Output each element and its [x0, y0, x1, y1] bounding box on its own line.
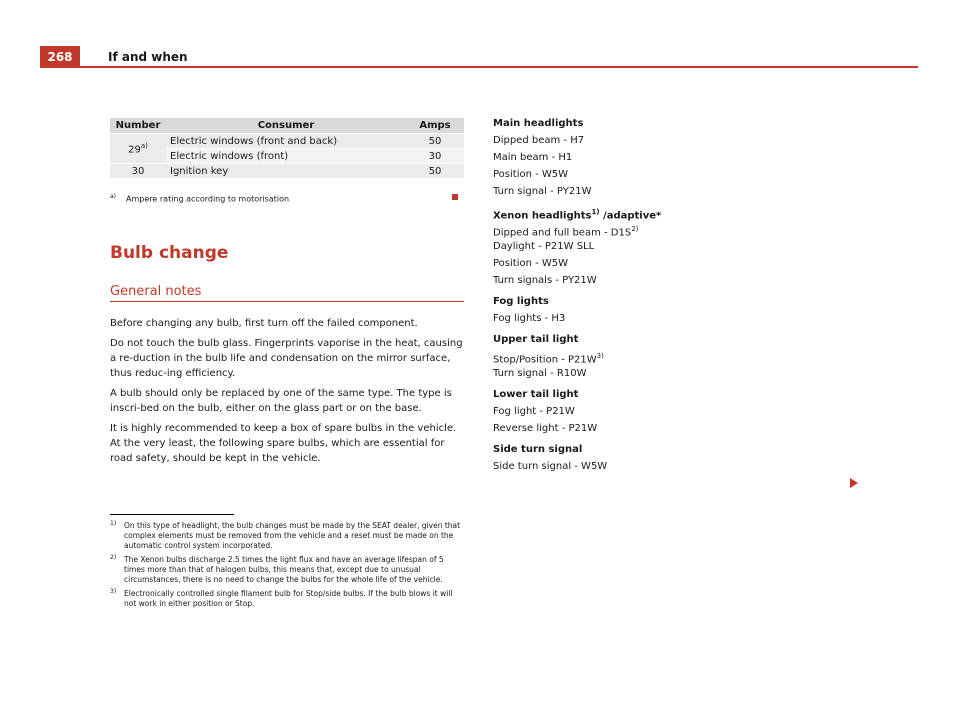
section-title: Bulb change [110, 243, 229, 263]
column-header-amps: Amps [406, 118, 464, 133]
footnote-marker: 2) [110, 554, 117, 561]
xenon-title-suffix: /adaptive* [599, 210, 662, 222]
bulb-group-fog-lights [493, 294, 833, 328]
table-row [110, 134, 464, 148]
footnote-text: On this type of headlight, the bulb changes must be made by the SEAT dealer, given that complex elements must be removed from the vehicle and a reset must be made on the automatic control system incorporated. [124, 521, 461, 550]
bulb-item-text: Dipped and full beam - D1S [493, 227, 632, 239]
bulb-item: Dipped beam - H7 [493, 135, 585, 146]
bulb-group-title: Fog lights [493, 296, 549, 307]
bulb-item: Side turn signal - W5W [493, 461, 608, 472]
bulb-group-upper-tail [493, 332, 833, 383]
column-header-consumer: Consumer [166, 118, 406, 133]
subsection-title: General notes [110, 284, 202, 299]
bulb-group-title: Lower tail light [493, 389, 579, 400]
footnote-text: The Xenon bulbs discharge 2.5 times the light flux and have an average lifespan of 5 times more than that of halogen bulbs, this means that, except due to unusual circumstances, there is no need to change the bulbs for the whole life of the vehicle. [124, 555, 444, 584]
amps-cell: 50 [406, 164, 464, 178]
paragraph: Do not touch the bulb glass. Fingerprints vaporise in the heat, causing a re-duction in the bulb life and condensation on the mirror surface, thus reduc-ing efficiency. [110, 338, 463, 379]
bulb-group-side-turn [493, 442, 833, 476]
bulb-item [493, 222, 833, 239]
paragraph: Before changing any bulb, first turn off the failed component. [110, 318, 418, 329]
bulb-item: Position - W5W [493, 169, 569, 180]
bulb-item: Position - W5W [493, 258, 569, 269]
bulb-group-main-headlights [493, 116, 833, 201]
table-footnote-text: Ampere rating according to motorisation [126, 194, 290, 204]
xenon-title-note: 1) [591, 208, 600, 216]
fuse-number-note: a) [140, 141, 148, 150]
bulb-group-lower-tail [493, 387, 833, 438]
amps-cell: 30 [406, 149, 464, 163]
bulb-item [493, 349, 833, 366]
bulb-group-title: Upper tail light [493, 334, 579, 345]
column-header-number: Number [110, 118, 166, 133]
footnotes-rule [110, 514, 234, 515]
page-header [40, 46, 918, 68]
bulb-item: Turn signal - PY21W [493, 186, 592, 197]
footnote-marker: 1) [110, 520, 117, 527]
fuse-table [110, 117, 464, 179]
footnotes [110, 521, 466, 613]
bulb-item-note: 2) [631, 225, 639, 233]
bulb-item: Daylight - P21W SLL [493, 241, 595, 252]
bulb-item: Fog light - P21W [493, 406, 575, 417]
bulb-item: Turn signals - PY21W [493, 275, 597, 286]
footnote [110, 521, 466, 551]
bulb-item: Reverse light - P21W [493, 423, 598, 434]
table-row [110, 164, 464, 178]
fuse-number-cell: 30 [110, 164, 166, 178]
bulb-group-title [493, 205, 833, 222]
bulb-item: Turn signal - R10W [493, 368, 587, 379]
bulb-item: Fog lights - H3 [493, 313, 566, 324]
bulb-list [493, 116, 833, 480]
consumer-cell: Electric windows (front and back) [166, 134, 406, 148]
footnote [110, 555, 466, 585]
footnote [110, 589, 466, 609]
bulb-item: Main beam - H1 [493, 152, 573, 163]
xenon-title: Xenon headlights [493, 210, 592, 222]
page-number: 268 [40, 46, 80, 68]
bulb-group-title: Main headlights [493, 118, 584, 129]
end-of-section-marker [452, 194, 458, 200]
bulb-item-text: Stop/Position - P21W [493, 354, 597, 366]
table-footnote-marker: a) [110, 193, 117, 200]
fuse-number-cell [110, 134, 166, 163]
body-text [110, 316, 466, 471]
bulb-item-note: 3) [596, 352, 604, 360]
footnote-text: Electronically controlled single filament bulb for Stop/side bulbs. If the bulb blows it will not work in either position or Stop. [124, 589, 453, 608]
amps-cell: 50 [406, 134, 464, 148]
paragraph: It is highly recommended to keep a box of spare bulbs in the vehicle. At the very least, the following spare bulbs, which are essential for road safety, should be kept in the vehicle. [110, 423, 457, 464]
footnote-marker: 3) [110, 588, 117, 595]
chapter-title: If and when [108, 50, 188, 64]
bulb-group-title: Side turn signal [493, 444, 583, 455]
table-header-row [110, 118, 464, 133]
consumer-cell: Electric windows (front) [166, 149, 406, 163]
paragraph: A bulb should only be replaced by one of the same type. The type is inscri-bed on the bulb, either on the glass part or on the base. [110, 388, 452, 414]
table-footnote [110, 193, 289, 204]
continue-arrow-icon [850, 478, 858, 488]
consumer-cell: Ignition key [166, 164, 406, 178]
subsection-rule [110, 301, 464, 302]
bulb-group-xenon [493, 205, 833, 290]
header-rule [80, 66, 918, 68]
fuse-number: 29 [128, 144, 141, 156]
